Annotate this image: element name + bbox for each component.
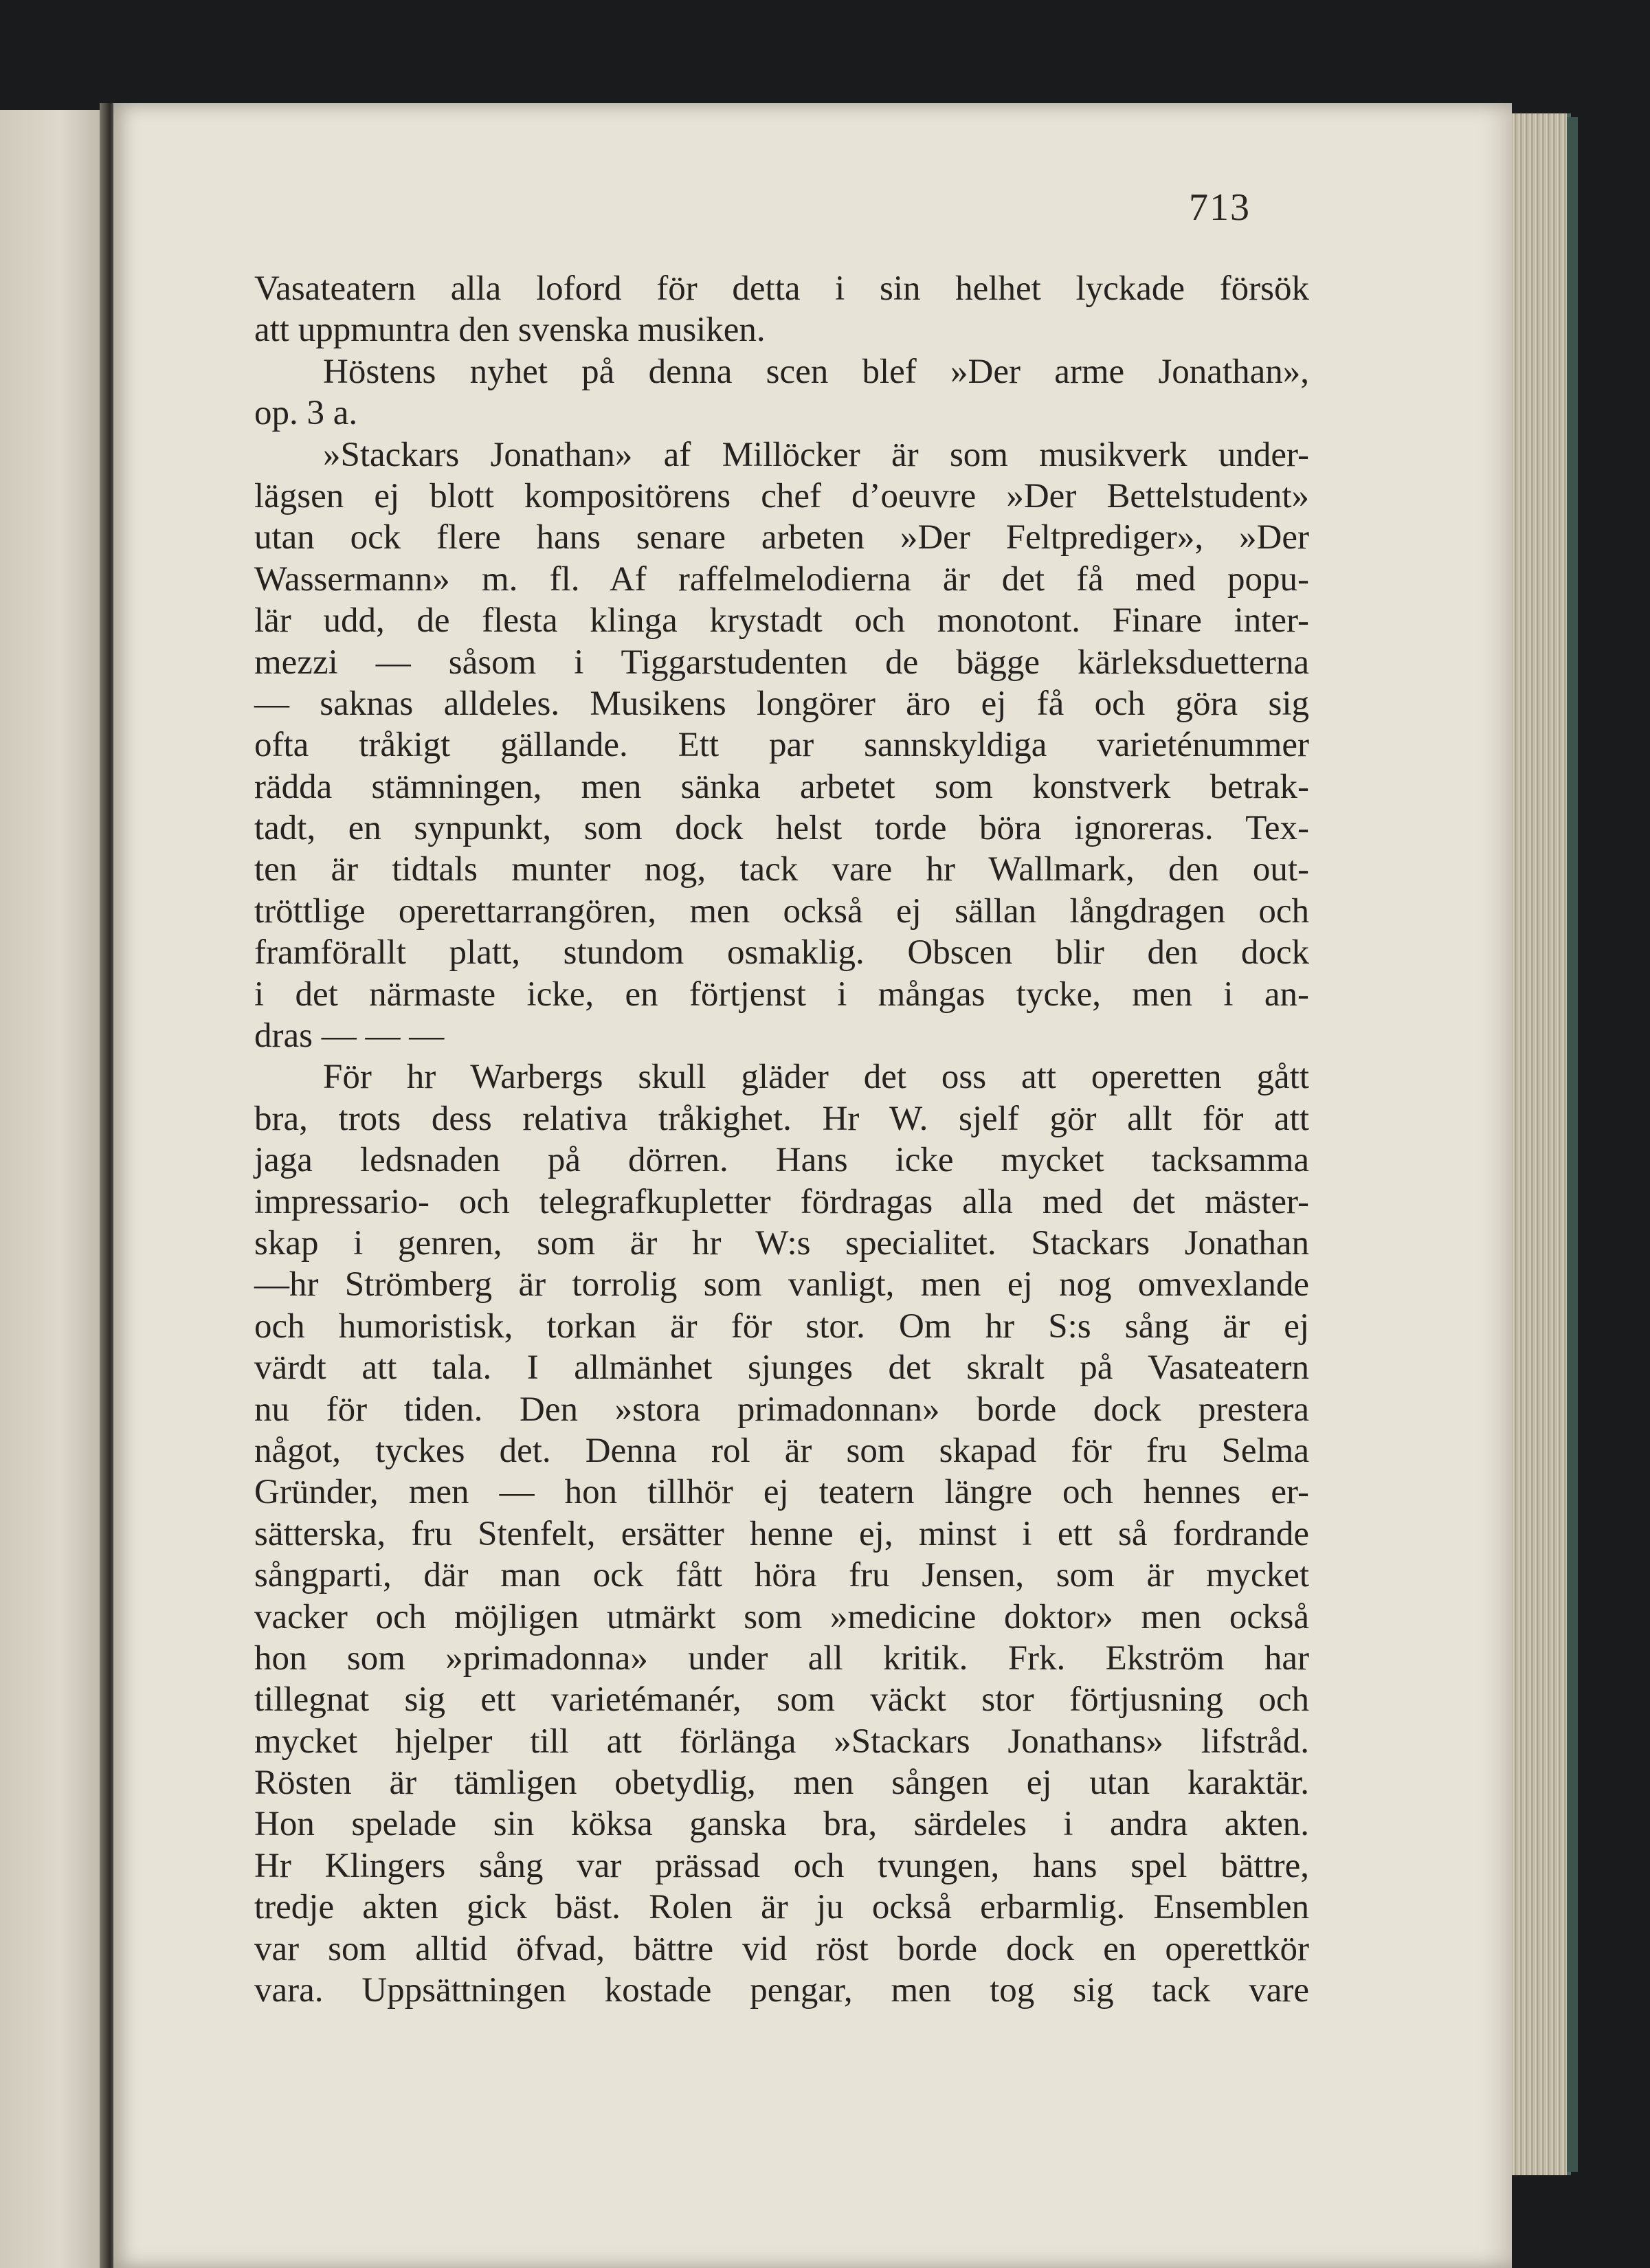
- text-line: lägsen ej blott kompositörens chef d’oeuvre »Der Bettelstudent»: [254, 476, 1309, 515]
- text-line: värdt att tala. I allmänhet sjunges det skralt på Vasateatern: [254, 1348, 1309, 1388]
- text-line: — saknas alldeles. Musikens longörer äro ej få och göra sig: [254, 684, 1309, 723]
- text-line: Wassermann» m. fl. Af raffelmelodierna är det få med popu-: [254, 559, 1309, 599]
- text-line: skap i genren, som är hr W:s specialitet. Stackars Jonathan: [254, 1223, 1309, 1263]
- text-line: tredje akten gick bäst. Rolen är ju också erbarmlig. Ensemblen: [254, 1888, 1309, 1927]
- text-line: något, tyckes det. Denna rol är som skapad för fru Selma: [254, 1431, 1309, 1470]
- text-line: impressario- och telegrafkupletter fördragas alla med det mäster-: [254, 1182, 1309, 1221]
- text-line: nu för tiden. Den »stora primadonnan» borde dock prestera: [254, 1390, 1309, 1429]
- text-line: mycket hjelper till att förlänga »Stackars Jonathans» lifstråd.: [254, 1722, 1309, 1761]
- text-line: var som alltid öfvad, bättre vid röst borde dock en operettkör: [254, 1929, 1309, 1968]
- text-line: dras — — —: [254, 1016, 445, 1056]
- text-line: tröttlige operettarrangören, men också ej sällan långdragen och: [254, 891, 1309, 931]
- text-line: i det närmaste icke, en förtjenst i mångas tycke, men i an-: [254, 975, 1309, 1014]
- text-line: Rösten är tämligen obetydlig, men sången ej utan karaktär.: [254, 1764, 1309, 1803]
- text-line: tadt, en synpunkt, som dock helst torde böra ignoreras. Tex-: [254, 809, 1309, 848]
- text-line: mezzi — såsom i Tiggarstudenten de bägge kärleksduetterna: [254, 643, 1309, 682]
- book-cover-edge: [1567, 117, 1578, 2172]
- body-text: [254, 268, 1309, 2011]
- text-line: sångparti, där man ock fått höra fru Jensen, som är mycket: [254, 1556, 1309, 1595]
- text-line: hon som »primadonna» under all kritik. Frk. Ekström har: [254, 1638, 1309, 1678]
- text-line: Gründer, men — hon tillhör ej teatern längre och hennes er-: [254, 1473, 1309, 1512]
- text-line: ofta tråkigt gällande. Ett par sannskyldiga varieténummer: [254, 726, 1309, 765]
- text-line: och humoristisk, torkan är för stor. Om hr S:s sång är ej: [254, 1307, 1309, 1346]
- text-line: utan ock flere hans senare arbeten »Der Feltprediger», »Der: [254, 518, 1309, 557]
- text-line: tillegnat sig ett varietémanér, som väckt stor förtjusning och: [254, 1680, 1309, 1720]
- page-number: 713: [1189, 186, 1251, 229]
- text-line: jaga ledsnaden på dörren. Hans icke mycket tacksamma: [254, 1141, 1309, 1180]
- left-page-edge: [0, 110, 110, 2268]
- text-line: vacker och möjligen utmärkt som »medicine doktor» men också: [254, 1597, 1309, 1636]
- text-line: ten är tidtals munter nog, tack vare hr Wallmark, den out-: [254, 850, 1309, 889]
- text-line: Vasateatern alla loford för detta i sin helhet lyckade försök: [254, 269, 1309, 308]
- text-line: rädda stämningen, men sänka arbetet som konstverk betrak-: [254, 767, 1309, 806]
- text-line: »Stackars Jonathan» af Millöcker är som musikverk under-: [323, 435, 1309, 474]
- text-line: op. 3 a.: [254, 394, 358, 433]
- text-line: Hon spelade sin köksa ganska bra, särdeles i andra akten.: [254, 1805, 1309, 1844]
- text-line: lär udd, de flesta klinga krystadt och monotont. Finare inter-: [254, 601, 1309, 641]
- text-line: vara. Uppsättningen kostade pengar, men tog sig tack vare: [254, 1971, 1309, 2010]
- text-line: Hr Klingers sång var prässad och tvungen, hans spel bättre,: [254, 1846, 1309, 1885]
- text-line: Höstens nyhet på denna scen blef »Der arme Jonathan»,: [323, 352, 1309, 391]
- page-stack-edge: [1512, 113, 1571, 2175]
- text-line: För hr Warbergs skull gläder det oss att operetten gått: [323, 1058, 1309, 1097]
- text-line: bra, trots dess relativa tråkighet. Hr W. sjelf gör allt för att: [254, 1099, 1309, 1138]
- text-line: —hr Strömberg är torrolig som vanligt, men ej nog omvexlande: [254, 1265, 1309, 1304]
- text-line: framförallt platt, stundom osmaklig. Obscen blir den dock: [254, 933, 1309, 972]
- text-line: att uppmuntra den svenska musiken.: [254, 311, 766, 350]
- text-line: sätterska, fru Stenfelt, ersätter henne ej, minst i ett så fordrande: [254, 1514, 1309, 1553]
